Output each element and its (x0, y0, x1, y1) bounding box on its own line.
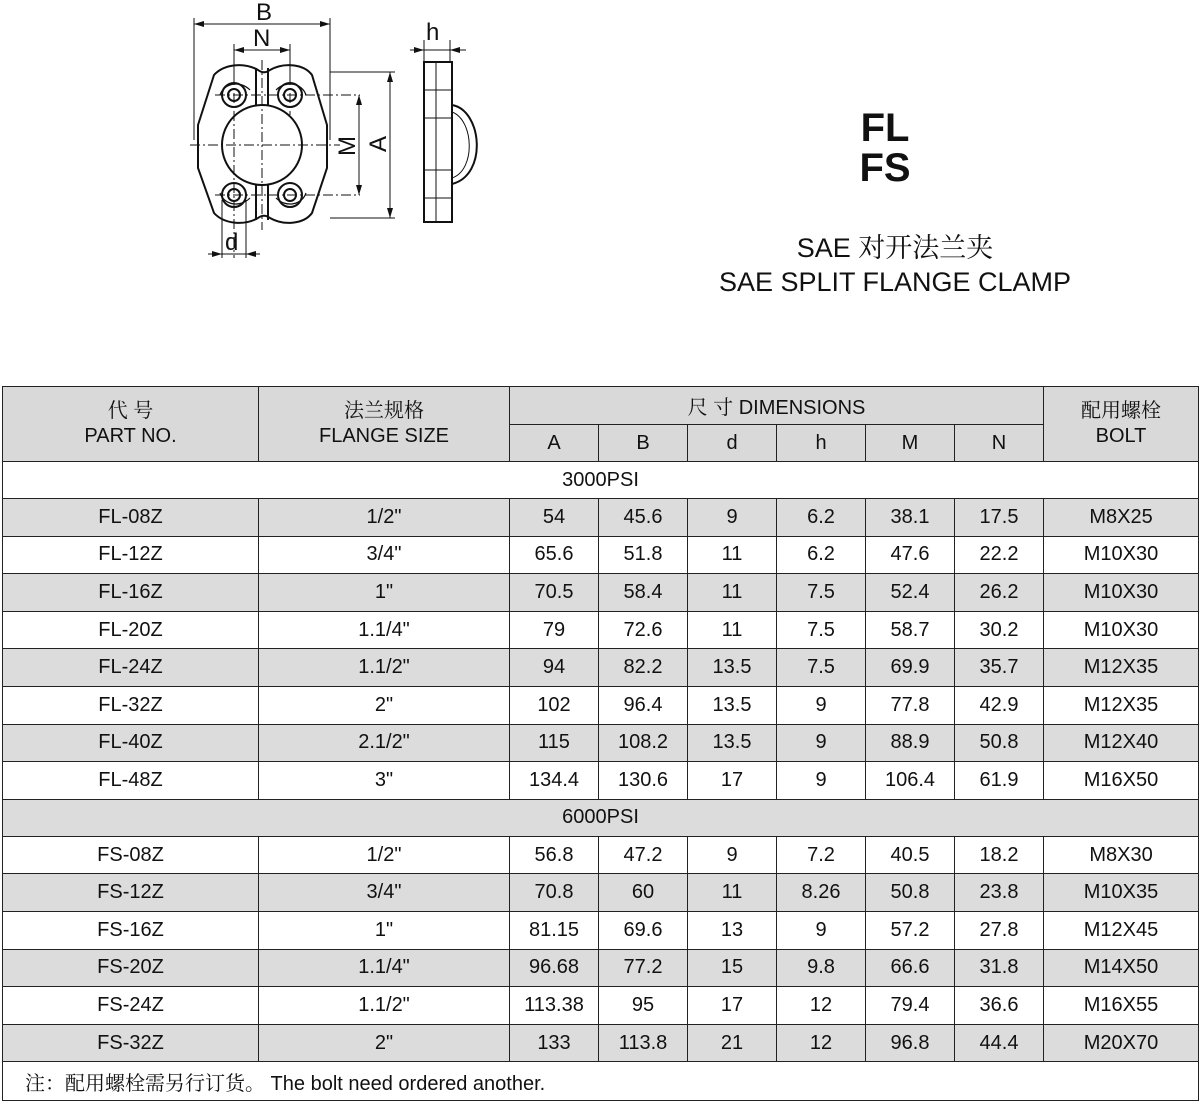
series-code-fl: FL (860, 106, 910, 150)
header-dim-h: h (777, 425, 866, 462)
cell-dim-m: 79.4 (866, 987, 955, 1025)
dim-label-h: h (426, 19, 440, 46)
cell-flange-size: 1" (259, 574, 510, 612)
cell-dim-b: 69.6 (599, 911, 688, 949)
cell-dim-b: 60 (599, 874, 688, 912)
footnote: 注：配用螺栓需另行订货。 The bolt need ordered another. (3, 1062, 1199, 1101)
dim-label-a: A (365, 135, 392, 152)
section-header-row (3, 462, 1199, 499)
cell-part-no: FS-08Z (3, 836, 259, 874)
cell-dim-h: 12 (777, 1024, 866, 1062)
table-row (3, 762, 1199, 800)
header-dim-d: d (688, 425, 777, 462)
cell-dim-d: 17 (688, 762, 777, 800)
cell-dim-a: 134.4 (510, 762, 599, 800)
cell-dim-a: 113.38 (510, 987, 599, 1025)
table-row (3, 536, 1199, 574)
cell-part-no: FL-16Z (3, 574, 259, 612)
cell-part-no: FL-40Z (3, 724, 259, 762)
cell-dim-a: 70.8 (510, 874, 599, 912)
cell-flange-size: 1/2" (259, 499, 510, 537)
cell-dim-n: 22.2 (955, 536, 1044, 574)
cell-bolt: M10X30 (1044, 574, 1199, 612)
cell-dim-d: 13.5 (688, 649, 777, 687)
cell-dim-m: 77.8 (866, 686, 955, 724)
section-header-row (3, 799, 1199, 836)
cell-flange-size: 1.1/2" (259, 987, 510, 1025)
cell-dim-m: 40.5 (866, 836, 955, 874)
cell-dim-h: 9.8 (777, 949, 866, 987)
cell-dim-d: 9 (688, 499, 777, 537)
cell-flange-size: 1.1/2" (259, 649, 510, 687)
cell-bolt: M8X25 (1044, 499, 1199, 537)
dim-label-n: N (253, 25, 271, 52)
cell-bolt: M12X35 (1044, 686, 1199, 724)
cell-dim-b: 72.6 (599, 611, 688, 649)
cell-part-no: FS-32Z (3, 1024, 259, 1062)
cell-dim-h: 8.26 (777, 874, 866, 912)
cell-bolt: M10X35 (1044, 874, 1199, 912)
header-dimensions: 尺 寸 DIMENSIONS (510, 387, 1044, 425)
cell-dim-n: 31.8 (955, 949, 1044, 987)
cell-dim-n: 61.9 (955, 762, 1044, 800)
cell-part-no: FL-20Z (3, 611, 259, 649)
cell-part-no: FS-24Z (3, 987, 259, 1025)
table-row (3, 874, 1199, 912)
cell-dim-n: 50.8 (955, 724, 1044, 762)
series-code-fs: FS (859, 146, 911, 190)
cell-dim-d: 13.5 (688, 686, 777, 724)
dim-label-m: M (334, 136, 361, 156)
cell-dim-n: 44.4 (955, 1024, 1044, 1062)
cell-dim-m: 38.1 (866, 499, 955, 537)
header-dim-a: A (510, 425, 599, 462)
cell-bolt: M10X30 (1044, 536, 1199, 574)
table-row (3, 724, 1199, 762)
cell-flange-size: 1/2" (259, 836, 510, 874)
cell-bolt: M16X55 (1044, 987, 1199, 1025)
header-dim-n: N (955, 425, 1044, 462)
cell-dim-b: 113.8 (599, 1024, 688, 1062)
cell-dim-n: 17.5 (955, 499, 1044, 537)
section-label: 3000PSI (3, 462, 1199, 499)
cell-dim-a: 56.8 (510, 836, 599, 874)
table-row (3, 686, 1199, 724)
cell-dim-m: 50.8 (866, 874, 955, 912)
cell-dim-n: 26.2 (955, 574, 1044, 612)
cell-dim-n: 27.8 (955, 911, 1044, 949)
cell-dim-a: 102 (510, 686, 599, 724)
table-row (3, 987, 1199, 1025)
cell-dim-d: 9 (688, 836, 777, 874)
cell-dim-m: 106.4 (866, 762, 955, 800)
flange-clamp-drawing (180, 0, 510, 265)
cell-dim-b: 45.6 (599, 499, 688, 537)
cell-part-no: FL-12Z (3, 536, 259, 574)
header-bolt: 配用螺栓 BOLT (1044, 387, 1199, 462)
cell-dim-d: 11 (688, 874, 777, 912)
header-dim-m: M (866, 425, 955, 462)
cell-dim-n: 36.6 (955, 987, 1044, 1025)
cell-part-no: FL-08Z (3, 499, 259, 537)
table-row (3, 649, 1199, 687)
cell-part-no: FS-16Z (3, 911, 259, 949)
cell-dim-a: 115 (510, 724, 599, 762)
cell-part-no: FS-20Z (3, 949, 259, 987)
cell-dim-d: 11 (688, 611, 777, 649)
table-row (3, 1024, 1199, 1062)
cell-dim-m: 88.9 (866, 724, 955, 762)
header-part-no: 代 号 PART NO. (3, 387, 259, 462)
cell-dim-b: 58.4 (599, 574, 688, 612)
table-header (3, 387, 1199, 462)
cell-dim-n: 42.9 (955, 686, 1044, 724)
cell-dim-b: 108.2 (599, 724, 688, 762)
table-body (3, 462, 1199, 1101)
cell-dim-h: 7.5 (777, 611, 866, 649)
cell-bolt: M16X50 (1044, 762, 1199, 800)
dim-label-b: B (256, 0, 273, 26)
cell-dim-d: 21 (688, 1024, 777, 1062)
cell-dim-a: 65.6 (510, 536, 599, 574)
cell-dim-n: 18.2 (955, 836, 1044, 874)
cell-dim-a: 54 (510, 499, 599, 537)
cell-dim-h: 12 (777, 987, 866, 1025)
cell-bolt: M20X70 (1044, 1024, 1199, 1062)
cell-part-no: FL-24Z (3, 649, 259, 687)
cell-dim-h: 6.2 (777, 536, 866, 574)
cell-dim-b: 130.6 (599, 762, 688, 800)
cell-dim-a: 96.68 (510, 949, 599, 987)
cell-dim-b: 47.2 (599, 836, 688, 874)
table-row (3, 611, 1199, 649)
subtitle-english: SAE SPLIT FLANGE CLAMP (718, 267, 1072, 297)
cell-dim-n: 23.8 (955, 874, 1044, 912)
cell-dim-a: 81.15 (510, 911, 599, 949)
cell-dim-a: 79 (510, 611, 599, 649)
cell-flange-size: 2.1/2" (259, 724, 510, 762)
cell-flange-size: 1" (259, 911, 510, 949)
cell-bolt: M12X45 (1044, 911, 1199, 949)
cell-dim-h: 7.2 (777, 836, 866, 874)
cell-flange-size: 2" (259, 686, 510, 724)
subtitle-chinese: SAE 对开法兰夹 (796, 233, 994, 263)
cell-flange-size: 3/4" (259, 536, 510, 574)
cell-dim-h: 6.2 (777, 499, 866, 537)
table-row (3, 499, 1199, 537)
header-dim-b: B (599, 425, 688, 462)
cell-dim-d: 17 (688, 987, 777, 1025)
cell-dim-b: 95 (599, 987, 688, 1025)
cell-part-no: FL-32Z (3, 686, 259, 724)
table-row (3, 949, 1199, 987)
cell-dim-a: 133 (510, 1024, 599, 1062)
cell-dim-n: 35.7 (955, 649, 1044, 687)
cell-dim-h: 9 (777, 911, 866, 949)
dim-label-d: d (225, 229, 239, 256)
cell-flange-size: 1.1/4" (259, 611, 510, 649)
cell-dim-m: 52.4 (866, 574, 955, 612)
cell-dim-b: 77.2 (599, 949, 688, 987)
cell-dim-b: 82.2 (599, 649, 688, 687)
cell-dim-n: 30.2 (955, 611, 1044, 649)
cell-dim-a: 70.5 (510, 574, 599, 612)
cell-flange-size: 2" (259, 1024, 510, 1062)
cell-flange-size: 1.1/4" (259, 949, 510, 987)
cell-dim-h: 7.5 (777, 574, 866, 612)
header-flange-size: 法兰规格 FLANGE SIZE (259, 387, 510, 462)
cell-dim-m: 57.2 (866, 911, 955, 949)
footnote-row (3, 1062, 1199, 1101)
cell-dim-m: 69.9 (866, 649, 955, 687)
cell-dim-d: 15 (688, 949, 777, 987)
cell-dim-b: 51.8 (599, 536, 688, 574)
cell-part-no: FS-12Z (3, 874, 259, 912)
cell-dim-m: 58.7 (866, 611, 955, 649)
cell-flange-size: 3" (259, 762, 510, 800)
cell-dim-d: 11 (688, 574, 777, 612)
table-row (3, 574, 1199, 612)
cell-dim-h: 7.5 (777, 649, 866, 687)
cell-dim-b: 96.4 (599, 686, 688, 724)
cell-dim-d: 11 (688, 536, 777, 574)
cell-bolt: M8X30 (1044, 836, 1199, 874)
cell-dim-d: 13.5 (688, 724, 777, 762)
specification-table (2, 386, 1199, 1101)
cell-bolt: M12X40 (1044, 724, 1199, 762)
cell-dim-h: 9 (777, 686, 866, 724)
cell-bolt: M10X30 (1044, 611, 1199, 649)
cell-dim-a: 94 (510, 649, 599, 687)
cell-dim-m: 96.8 (866, 1024, 955, 1062)
cell-dim-m: 47.6 (866, 536, 955, 574)
cell-bolt: M12X35 (1044, 649, 1199, 687)
cell-bolt: M14X50 (1044, 949, 1199, 987)
cell-dim-h: 9 (777, 724, 866, 762)
cell-part-no: FL-48Z (3, 762, 259, 800)
cell-flange-size: 3/4" (259, 874, 510, 912)
cell-dim-m: 66.6 (866, 949, 955, 987)
section-label: 6000PSI (3, 799, 1199, 836)
table-row (3, 836, 1199, 874)
table-row (3, 911, 1199, 949)
cell-dim-d: 13 (688, 911, 777, 949)
cell-dim-h: 9 (777, 762, 866, 800)
